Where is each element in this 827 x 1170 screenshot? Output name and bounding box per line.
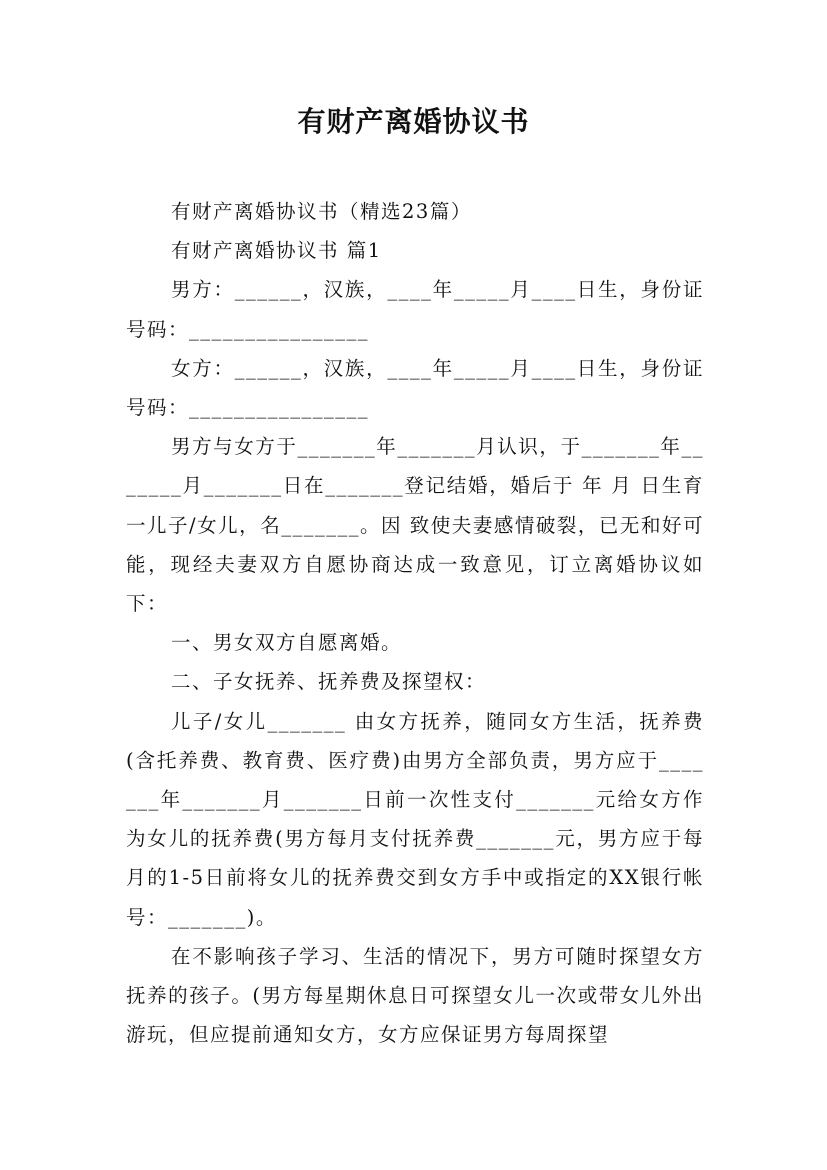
- paragraph-clause-2: 二、子女抚养、抚养费及探望权：: [171, 670, 487, 694]
- paragraph-clause-1: 一、男女双方自愿离婚。: [171, 631, 403, 655]
- document-body: [126, 192, 704, 1054]
- paragraph-subtitle: 有财产离婚协议书（精选23篇）: [171, 200, 472, 223]
- paragraph-section-heading: 有财产离婚协议书 篇1: [171, 239, 382, 263]
- paragraph-marriage-background: 男方与女方于_______年_______月认识，于_______年_______月_______日在_______登记结婚，婚后于 年 月 日生育一儿子/女儿，名_______。因 致使夫妻感情破裂，已无和好可能，现经夫妻双方自愿协商达成一致意见，订立离婚协议如下：: [126, 435, 704, 616]
- paragraph-female-party: 女方：______，汉族，____年_____月____日生，身份证号码：________________: [126, 356, 704, 420]
- document-title: 有财产离婚协议书: [297, 105, 530, 138]
- paragraph-visitation: 在不影响孩子学习、生活的情况下，男方可随时探望女方抚养的孩子。(男方每星期休息日可探望女儿一次或带女儿外出游玩，但应提前通知女方，女方应保证男方每周探望: [126, 944, 704, 1047]
- paragraph-child-support: 儿子/女儿_______ 由女方抚养，随同女方生活，抚养费(含托养费、教育费、医疗费)由男方全部负责，男方应于_______年_______月_______日前一次性支付_______元给女方作为女儿的抚养费(男方每月支付抚养费_______元，男方应于每月的1-5日前将女儿的抚养费交到女方手中或指定的XX银行帐号：_______)。: [126, 709, 704, 929]
- paragraph-male-party: 男方：______，汉族，____年_____月____日生，身份证号码：________________: [126, 278, 704, 341]
